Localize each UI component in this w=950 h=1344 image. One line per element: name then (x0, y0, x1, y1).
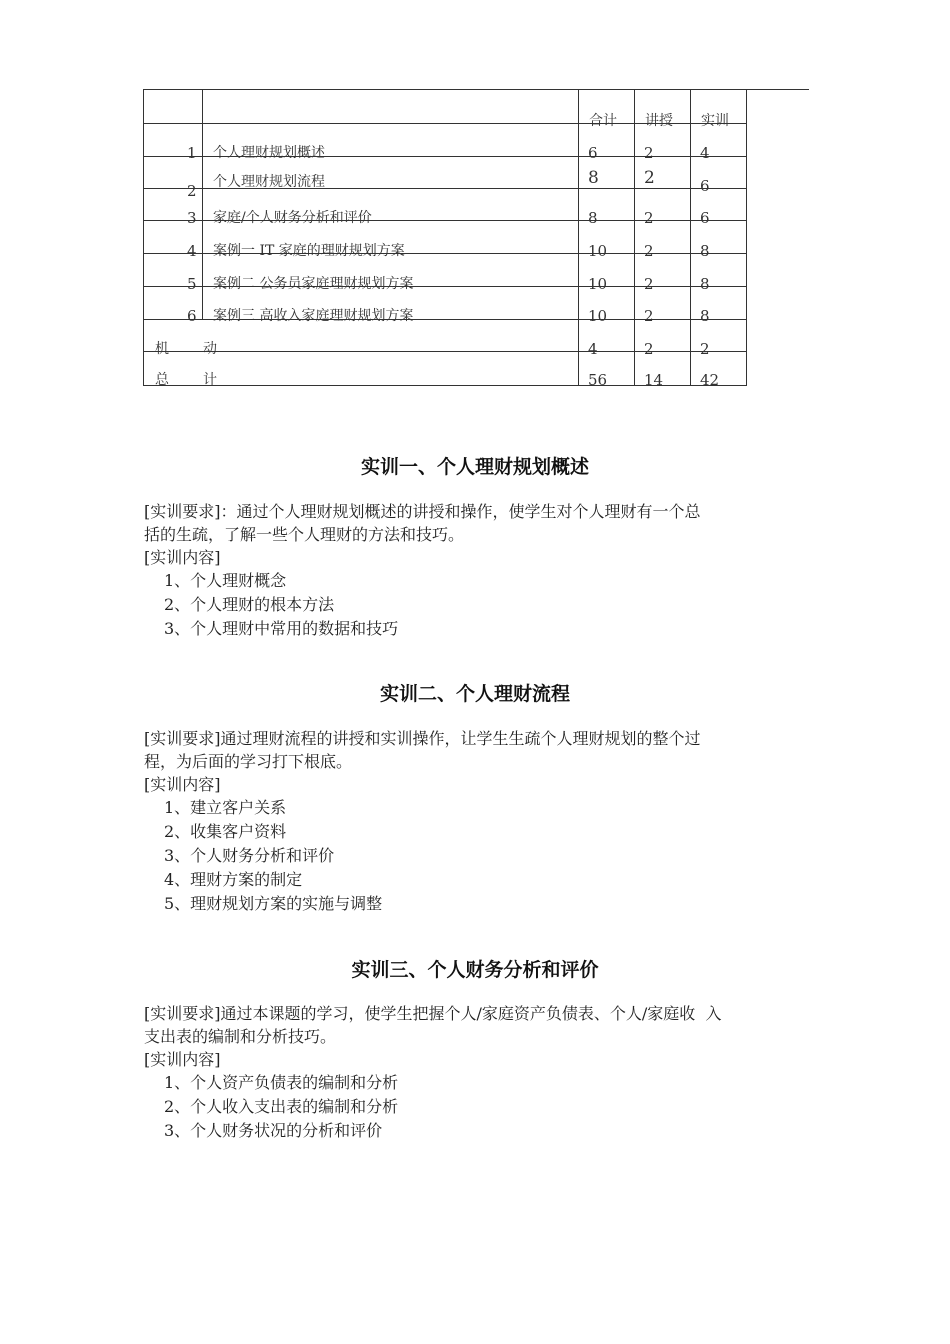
table-col-divider (634, 89, 635, 386)
sum-practice: 42 (700, 371, 720, 389)
row-name: 家庭/个人财务分析和评价 (213, 210, 372, 226)
section-title: 实训二、个人理财流程 (379, 683, 570, 705)
content-label: [实训内容] (144, 548, 221, 567)
flex-label-b: 动 (203, 341, 217, 357)
list-item: 4、理财方案的制定 (164, 870, 303, 889)
header-practice: 实训 (701, 113, 729, 129)
sum-label-b: 计 (203, 372, 217, 388)
row-lecture: 2 (644, 209, 654, 227)
row-lecture: 2 (644, 168, 655, 188)
requirement-line: 程，为后面的学习打下根底。 (144, 752, 353, 771)
schedule-table (143, 89, 747, 389)
requirement-line: [实训要求]：通过个人理财规划概述的讲授和操作，使学生对个人理财有一个总 (144, 502, 701, 521)
requirement-line: [实训要求]通过本课题的学习，使学生把握个人/家庭资产负债表、个人/家庭收 入 (144, 1004, 722, 1023)
section-title: 实训三、个人财务分析和评价 (351, 959, 599, 981)
row-lecture: 2 (644, 144, 654, 162)
list-item: 1、个人资产负债表的编制和分析 (164, 1073, 399, 1092)
row-lecture: 2 (644, 242, 654, 260)
table-col-divider (690, 89, 691, 386)
row-total: 8 (588, 168, 599, 188)
list-item: 3、个人理财中常用的数据和技巧 (164, 619, 399, 638)
list-item: 3、个人财务分析和评价 (164, 846, 335, 865)
flex-lecture: 2 (644, 340, 654, 358)
sum-total: 56 (588, 371, 608, 389)
row-name: 个人理财规划概述 (213, 145, 325, 161)
row-number: 5 (187, 275, 197, 293)
list-item: 1、建立客户关系 (164, 798, 287, 817)
row-number: 6 (187, 307, 197, 325)
row-number: 2 (187, 182, 197, 200)
requirement-line: 支出表的编制和分析技巧。 (144, 1027, 337, 1046)
list-item: 1、个人理财概念 (164, 571, 287, 590)
list-item: 2、个人收入支出表的编制和分析 (164, 1097, 399, 1116)
sum-lecture: 14 (644, 371, 664, 389)
row-name: 案例一 IT 家庭的理财规划方案 (213, 243, 405, 259)
row-practice: 8 (700, 242, 710, 260)
list-item: 2、收集客户资料 (164, 822, 287, 841)
row-number: 1 (187, 144, 197, 162)
row-number: 4 (187, 242, 197, 260)
row-name: 案例三 高收入家庭理财规划方案 (213, 308, 414, 324)
sum-label-a: 总 (155, 372, 169, 388)
table-border-right (746, 89, 747, 386)
content-label: [实训内容] (144, 775, 221, 794)
row-practice: 4 (700, 144, 710, 162)
list-item: 3、个人财务状况的分析和评价 (164, 1121, 383, 1140)
row-number: 3 (187, 209, 197, 227)
table-col-divider (578, 89, 579, 386)
header-lecture: 讲授 (645, 113, 673, 129)
row-practice: 8 (700, 275, 710, 293)
requirement-line: [实训要求]通过理财流程的讲授和实训操作，让学生生疏个人理财规划的整个过 (144, 729, 701, 748)
list-item: 2、个人理财的根本方法 (164, 595, 335, 614)
section-title: 实训一、个人理财规划概述 (360, 456, 589, 478)
row-practice: 6 (700, 209, 710, 227)
row-name: 个人理财规划流程 (213, 174, 325, 190)
row-practice: 8 (700, 307, 710, 325)
row-total: 10 (588, 242, 608, 260)
row-practice: 6 (700, 177, 710, 195)
list-item: 5、理财规划方案的实施与调整 (164, 894, 383, 913)
flex-practice: 2 (700, 340, 710, 358)
flex-total: 4 (588, 340, 598, 358)
row-name: 案例二 公务员家庭理财规划方案 (213, 276, 414, 292)
row-total: 8 (588, 209, 598, 227)
requirement-line: 括的生疏，了解一些个人理财的方法和技巧。 (144, 525, 465, 544)
flex-label-a: 机 (155, 341, 169, 357)
table-border-left (143, 89, 144, 386)
row-total: 10 (588, 307, 608, 325)
row-total: 10 (588, 275, 608, 293)
table-row-divider (143, 351, 747, 352)
content-label: [实训内容] (144, 1050, 221, 1069)
row-lecture: 2 (644, 307, 654, 325)
header-total: 合计 (589, 113, 617, 129)
row-total: 6 (588, 144, 598, 162)
row-lecture: 2 (644, 275, 654, 293)
